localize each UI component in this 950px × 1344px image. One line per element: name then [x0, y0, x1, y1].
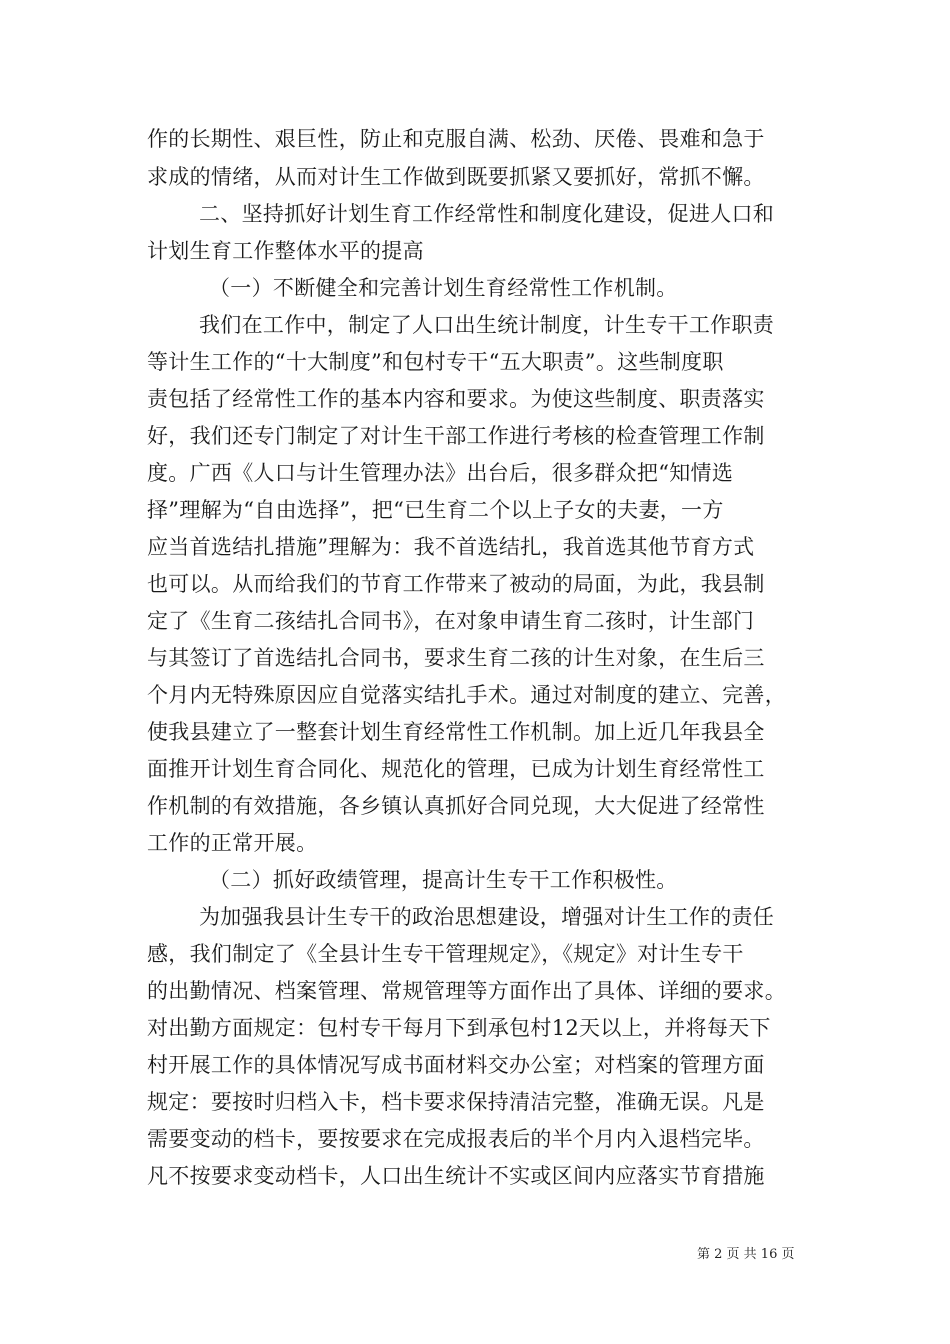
text-line: 度。广西《人口与计生管理办法》出台后，很多群众把“知情选: [147, 461, 734, 485]
section-heading: 二、坚持抓好计划生育工作经常性和制度化建设，促进人口和: [199, 202, 775, 226]
text-line: 村开展工作的具体情况写成书面材料交办公室；对档案的管理方面: [147, 1053, 765, 1077]
text-line: 规定：要按时归档入卡，档卡要求保持清洁完整，准确无误。凡是: [147, 1090, 765, 1114]
text-line: 为加强我县计生专干的政治思想建设，增强对计生工作的责任: [199, 905, 775, 929]
text-line: 求成的情绪，从而对计生工作做到既要抓紧又要抓好，常抓不懈。: [147, 165, 765, 189]
text-line: 使我县建立了一整套计划生育经常性工作机制。加上近几年我县全: [147, 720, 765, 744]
page-number: 第 2 页 共 16 页: [697, 1247, 795, 1262]
text-line: 作的长期性、艰巨性，防止和克服自满、松劲、厌倦、畏难和急于: [147, 127, 765, 151]
text-line: 好，我们还专门制定了对计生干部工作进行考核的检查管理工作制: [147, 424, 765, 448]
text-line: 等计生工作的“十大制度”和包村专干“五大职责”。这些制度职: [147, 350, 724, 374]
text-line: 感，我们制定了《全县计生专干管理规定》，《规定》对计生专干: [147, 942, 744, 966]
section-heading-cont: 计划生育工作整体水平的提高: [147, 239, 424, 263]
text-line: 工作的正常开展。: [147, 831, 318, 855]
text-line: 我们在工作中，制定了人口出生统计制度，计生专干工作职责: [199, 313, 775, 337]
text-line: 定了《生育二孩结扎合同书》，在对象申请生育二孩时，计生部门: [147, 609, 755, 633]
text-line: 作机制的有效措施，各乡镇认真抓好合同兑现，大大促进了经常性: [147, 794, 765, 818]
text-line: 个月内无特殊原因应自觉落实结扎手术。通过对制度的建立、完善，: [147, 683, 786, 707]
text-line: 责包括了经常性工作的基本内容和要求。为使这些制度、职责落实: [147, 387, 765, 411]
text-line: 面推开计划生育合同化、规范化的管理，已成为计划生育经常性工: [147, 757, 765, 781]
subsection-heading: （二）抓好政绩管理，提高计生专干工作积极性。: [209, 868, 678, 892]
text-line: 也可以。从而给我们的节育工作带来了被动的局面，为此，我县制: [147, 572, 765, 596]
text-line: 择”理解为“自由选择”，把“已生育二个以上子女的夫妻，一方: [147, 498, 724, 522]
text-line: 与其签订了首选结扎合同书，要求生育二孩的计生对象，在生后三: [147, 646, 765, 670]
text-line: 需要变动的档卡，要按要求在完成报表后的半个月内入退档完毕。: [147, 1127, 765, 1151]
text-line: 的出勤情况、档案管理、常规管理等方面作出了具体、详细的要求。: [147, 979, 786, 1003]
subsection-heading: （一）不断健全和完善计划生育经常性工作机制。: [209, 276, 678, 300]
text-line: 对出勤方面规定：包村专干每月下到承包村12天以上，并将每天下: [147, 1016, 771, 1040]
text-line: 凡不按要求变动档卡，人口出生统计不实或区间内应落实节育措施: [147, 1164, 765, 1188]
text-line: 应当首选结扎措施”理解为：我不首选结扎，我首选其他节育方式: [147, 535, 755, 559]
